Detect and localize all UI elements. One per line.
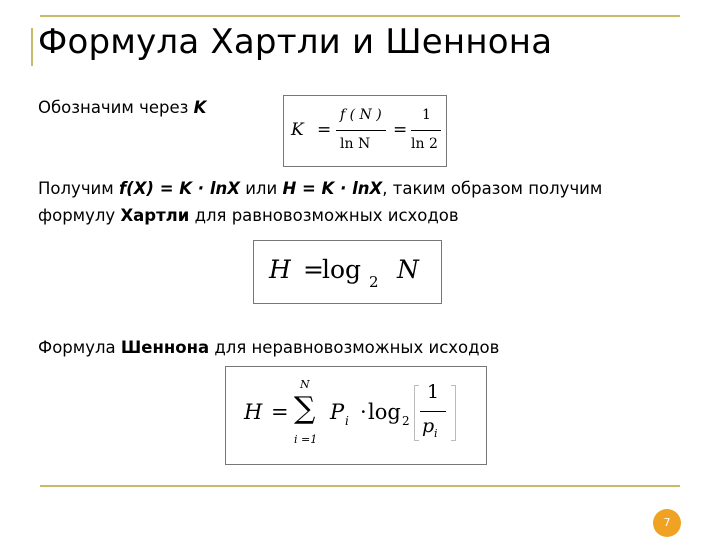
h-expression: H = K · lnX — [282, 179, 383, 198]
line2-text-2: или — [239, 179, 283, 198]
formula-k-eq: = — [317, 120, 332, 140]
shannon-sum-bottom: i =1 — [294, 433, 318, 446]
line-hartley-derivation — [38, 175, 602, 229]
top-rule — [40, 15, 680, 17]
slide-title: Формула Хартли и Шеннона — [38, 22, 553, 62]
shannon-sum-top: N — [300, 378, 310, 391]
page-number-badge: 7 — [653, 509, 681, 537]
shannon-fraction-line — [420, 411, 446, 412]
fx-expression: f(X) = K · lnX — [118, 179, 240, 198]
shannon-dot: · — [360, 400, 367, 424]
shannon-den-sub: i — [434, 427, 438, 440]
shannon-name: Шеннона — [120, 338, 210, 357]
line2-text-1: Получим — [38, 179, 119, 198]
formula-k-denominator: ln N — [340, 136, 371, 152]
line-designation-text: Обозначим через — [38, 98, 194, 117]
line2-text-5: для равновозможных исходов — [189, 206, 459, 225]
hartley-eq: = — [303, 255, 324, 284]
formula-hartley-box — [253, 240, 442, 304]
hartley-base: 2 — [369, 273, 379, 291]
formula-k-eq2: = — [393, 120, 408, 140]
line2-text-3: , таким образом получим — [382, 179, 603, 198]
formula-k-fraction-line-1 — [336, 130, 386, 131]
formula-k-box — [283, 95, 447, 167]
shannon-eq: = — [271, 400, 289, 424]
shannon-lhs: H — [244, 400, 263, 424]
bottom-rule — [40, 485, 680, 487]
hartley-name: Хартли — [120, 206, 190, 225]
shannon-numerator: 1 — [427, 381, 440, 403]
hartley-arg: N — [397, 255, 419, 284]
k-symbol: K — [193, 98, 207, 117]
shannon-base: 2 — [402, 414, 410, 428]
hartley-log: log — [322, 255, 362, 284]
line-shannon — [38, 334, 499, 361]
line3-text-1: Формула — [38, 338, 121, 357]
shannon-denominator: p — [422, 415, 435, 437]
formula-k-fraction-line-2 — [411, 130, 441, 131]
shannon-p-sub: i — [345, 414, 349, 428]
formula-k-numerator-2: 1 — [422, 107, 431, 123]
left-accent-rule — [31, 28, 33, 66]
line-designation — [38, 94, 206, 121]
formula-k-denominator-2: ln 2 — [411, 136, 438, 152]
shannon-p: P — [330, 400, 345, 424]
formula-k-numerator: f ( N ) — [340, 107, 382, 123]
shannon-sum-icon: ∑ — [294, 391, 316, 426]
shannon-right-bracket — [451, 385, 456, 441]
shannon-left-bracket — [414, 385, 419, 441]
line3-text-2: для неравновозможных исходов — [209, 338, 500, 357]
formula-k-lhs: K — [291, 120, 304, 140]
hartley-lhs: H — [269, 255, 291, 284]
shannon-log: log — [368, 400, 401, 424]
line2-text-4: формулу — [38, 206, 121, 225]
formula-shannon-box — [225, 366, 487, 465]
